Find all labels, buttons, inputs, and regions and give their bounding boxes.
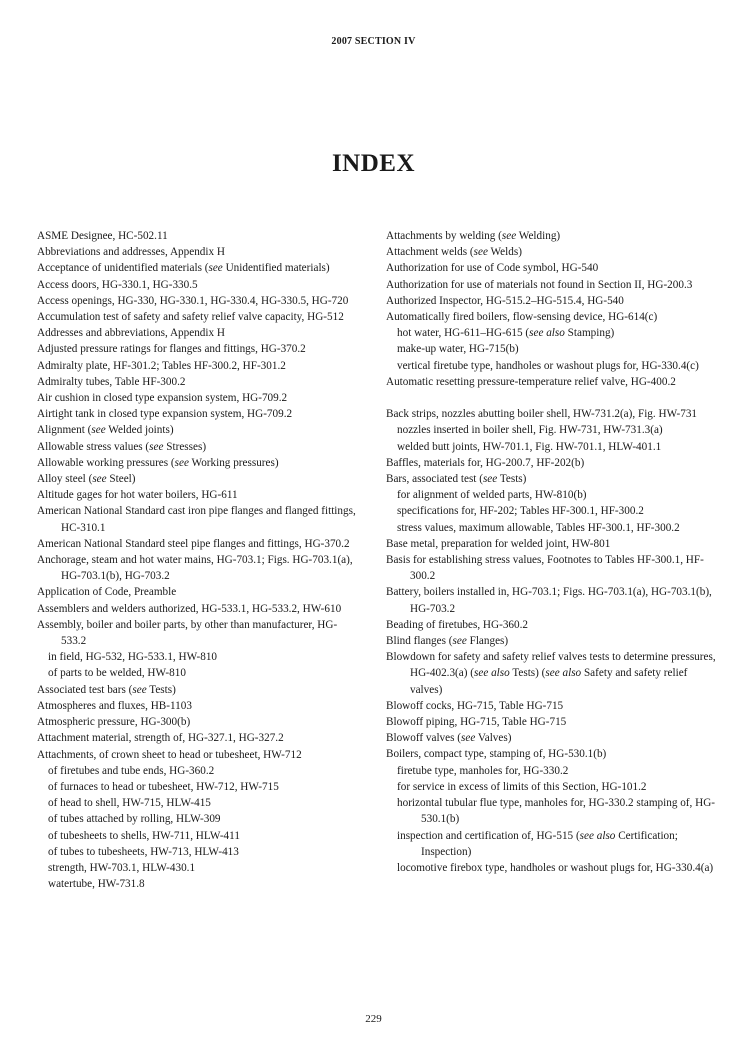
index-entry [37,714,362,730]
index-entry [386,244,716,260]
cross-reference-term: see [208,262,223,275]
entry-text: Working pressures) [188,456,279,469]
index-subentry [37,763,362,779]
index-entry [386,584,716,616]
entry-text: Blowoff cocks, HG-715, Table HG-715 [386,699,564,712]
index-entry [37,471,362,487]
entry-text: Authorization for use of Code symbol, HG-540 [386,262,599,275]
entry-text: Attachments by welding ( [386,230,502,242]
index-entry [37,309,362,325]
index-entry [37,390,362,406]
entry-text: Welded joints) [105,424,174,437]
index-subentry [37,876,362,892]
index-entry [37,406,362,422]
entry-text: Tests) [146,683,176,696]
index-subentry [386,358,716,374]
index-entry [386,633,716,649]
entry-text: Basis for establishing stress values, Footnotes to Tables HF-300.1, HF-300.2 [386,554,704,583]
index-entry [386,730,716,746]
entry-text: inspection and certification of, HG-515 ( [397,829,580,842]
entry-text: Access doors, HG-330.1, HG-330.5 [37,278,198,291]
index-entry [386,617,716,633]
entry-text: Atmospheres and fluxes, HB-1103 [37,699,192,712]
cross-reference-term: see [91,424,106,437]
cross-reference-term: see [461,732,476,745]
index-entry [386,746,716,762]
index-entry [37,455,362,471]
entry-text: hot water, HG-611–HG-615 ( [397,327,530,340]
index-entry [37,536,362,552]
index-entry [37,601,362,617]
entry-text: Abbreviations and addresses, Appendix H [37,246,225,259]
section-gap [386,390,716,406]
cross-reference-term: see also [529,327,565,340]
entry-text: Unidentified materials) [222,262,330,275]
cross-reference-term: see also [474,667,510,680]
entry-text: Adjusted pressure ratings for flanges and fittings, HG-370.2 [37,343,306,356]
cross-reference-term: see [482,473,498,486]
index-entry [37,244,362,260]
cross-reference-term: see [132,683,147,696]
index-column-right [386,228,716,876]
index-entry [386,293,716,309]
entry-text: Safety and safety relief valves) [410,667,688,696]
entry-text: Welding) [516,230,561,242]
entry-text: nozzles inserted in boiler shell, Fig. HW-731, HW-731.3(a) [397,424,663,437]
entry-text: Battery, boilers installed in, HG-703.1; Figs. HG-703.1(a), HG-703.1(b), HG-703.2 [386,586,712,615]
entry-text: Allowable working pressures ( [37,456,175,469]
index-entry [37,374,362,390]
index-entry [37,552,362,584]
index-entry [386,309,716,325]
entry-text: watertube, HW-731.8 [48,878,145,891]
entry-text: Beading of firetubes, HG-360.2 [386,618,528,631]
entry-text: Baffles, materials for, HG-200.7, HF-202(b) [386,456,585,469]
entry-text: locomotive firebox type, handholes or washout plugs for, HG-330.4(a) [397,861,714,874]
index-entry [37,584,362,600]
cross-reference-term: see [473,246,488,259]
index-entry [37,617,362,649]
entry-text: for alignment of welded parts, HW-810(b) [397,489,587,502]
entry-text: Attachment material, strength of, HG-327.1, HG-327.2 [37,732,284,745]
index-subentry [386,422,716,438]
index-entry [386,406,716,422]
index-subentry [37,795,362,811]
index-subentry [386,828,716,860]
index-entry [37,747,362,763]
cross-reference-term: see [174,456,189,469]
entry-text: of tubes attached by rolling, HLW-309 [48,813,221,826]
entry-text: Stamping) [564,327,615,340]
index-subentry [386,860,716,876]
entry-text: of firetubes and tube ends, HG-360.2 [48,764,215,777]
index-subentry [386,503,716,519]
cross-reference-term: see [92,473,107,486]
index-subentry [37,779,362,795]
running-header: 2007 SECTION IV [331,36,416,47]
entry-text: ASME Designee, HC-502.11 [37,230,168,242]
index-entry [37,228,362,244]
entry-text: Blowoff piping, HG-715, Table HG-715 [386,716,567,729]
entry-text: vertical firetube type, handholes or washout plugs for, HG-330.4(c) [397,359,699,372]
index-entry [386,552,716,584]
entry-text: Certification; Inspection) [421,829,678,858]
entry-text: of furnaces to head or tubesheet, HW-712, HW-715 [48,780,279,793]
entry-text: Addresses and abbreviations, Appendix H [37,327,225,340]
entry-text: Air cushion in closed type expansion system, HG-709.2 [37,392,288,405]
cross-reference-term: see [452,635,467,648]
index-entry [386,455,716,471]
entry-text: make-up water, HG-715(b) [397,343,519,356]
entry-text: Access openings, HG-330, HG-330.1, HG-330.4, HG-330.5, HG-720 [37,294,349,307]
entry-text: Stresses) [163,440,207,453]
entry-text: Alignment ( [37,424,92,437]
entry-text: Base metal, preparation for welded joint, HW-801 [386,537,611,550]
page-title: INDEX [331,150,416,177]
entry-text: American National Standard cast iron pipe flanges and flanged fittings, HC-310.1 [37,505,356,534]
entry-text: Tests) [497,473,527,486]
index-entry [37,422,362,438]
entry-text: Airtight tank in closed type expansion system, HG-709.2 [37,408,293,421]
index-subentry [386,487,716,503]
entry-text: specifications for, HF-202; Tables HF-300.1, HF-300.2 [397,505,644,518]
entry-text: Assemblers and welders authorized, HG-533.1, HG-533.2, HW-610 [37,602,342,615]
entry-text: of head to shell, HW-715, HLW-415 [48,797,211,810]
index-entry [37,682,362,698]
entry-text: Anchorage, steam and hot water mains, HG-703.1; Figs. HG-703.1(a), HG-703.1(b), HG-703.2 [37,554,353,583]
entry-text: Authorized Inspector, HG-515.2–HG-515.4, HG-540 [386,294,624,307]
entry-text: Automatically fired boilers, flow-sensing device, HG-614(c) [386,311,658,324]
entry-text: welded butt joints, HW-701.1, Fig. HW-701.1, HLW-401.1 [397,440,662,453]
entry-text: Authorization for use of materials not found in Section II, HG-200.3 [386,278,693,291]
entry-text: Admiralty tubes, Table HF-300.2 [37,375,186,388]
index-entry [386,471,716,487]
entry-text: Altitude gages for hot water boilers, HG-611 [37,489,238,502]
index-subentry [386,325,716,341]
index-entry [37,487,362,503]
entry-text: stress values, maximum allowable, Tables HF-300.1, HF-300.2 [397,521,680,534]
entry-text: Steel) [106,473,136,486]
entry-text: Back strips, nozzles abutting boiler shell, HW-731.2(a), Fig. HW-731 [386,408,698,421]
index-column-left [37,228,362,892]
entry-text: of tubes to tubesheets, HW-713, HLW-413 [48,845,239,858]
entry-text: Acceptance of unidentified materials ( [37,262,209,275]
index-entry [37,698,362,714]
entry-text: Atmospheric pressure, HG-300(b) [37,716,191,729]
index-entry [386,649,716,698]
cross-reference-term: see [149,440,164,453]
entry-text: Tests) ( [509,667,546,680]
entry-text: Boilers, compact type, stamping of, HG-530.1(b) [386,748,607,761]
index-subentry [37,649,362,665]
entry-text: in field, HG-532, HG-533.1, HW-810 [48,651,218,664]
index-subentry [386,795,716,827]
entry-text: for service in excess of limits of this Section, HG-101.2 [397,780,647,793]
entry-text: Assembly, boiler and boiler parts, by other than manufacturer, HG-533.2 [37,618,338,648]
index-entry [37,341,362,357]
entry-text: strength, HW-703.1, HLW-430.1 [48,861,196,874]
index-entry [386,714,716,730]
index-subentry [37,828,362,844]
entry-text: Application of Code, Preamble [37,586,177,599]
index-subentry [386,779,716,795]
entry-text: Blind flanges ( [386,635,453,648]
index-entry [386,228,716,244]
index-entry [37,325,362,341]
index-subentry [386,520,716,536]
index-subentry [37,665,362,681]
entry-text: Admiralty plate, HF-301.2; Tables HF-300.2, HF-301.2 [37,359,286,372]
index-subentry [37,811,362,827]
index-subentry [386,439,716,455]
index-entry [37,439,362,455]
entry-text: American National Standard steel pipe flanges and fittings, HG-370.2 [37,537,350,550]
index-subentry [386,763,716,779]
entry-text: Accumulation test of safety and safety relief valve capacity, HG-512 [37,311,344,324]
entry-text: of tubesheets to shells, HW-711, HLW-411 [48,829,240,842]
index-entry [37,260,362,276]
entry-text: of parts to be welded, HW-810 [48,667,186,680]
index-entry [37,730,362,746]
entry-text: Associated test bars ( [37,683,133,696]
entry-text: Attachment welds ( [386,246,474,259]
index-entry [386,260,716,276]
entry-text: firetube type, manholes for, HG-330.2 [397,764,569,777]
index-entry [386,698,716,714]
entry-text: Welds) [487,246,522,259]
index-entry [37,358,362,374]
cross-reference-term: see also [579,829,616,842]
page-number: 229 [365,1013,382,1025]
index-entry [37,277,362,293]
cross-reference-term: see [501,230,517,242]
entry-text: Alloy steel ( [37,473,93,486]
entry-text: horizontal tubular flue type, manholes for, HG-330.2 stamping of, HG-530.1(b) [397,797,716,826]
index-entry [37,293,362,309]
entry-text: Valves) [475,732,512,745]
cross-reference-term: see also [545,667,582,680]
entry-text: Allowable stress values ( [37,440,150,453]
index-entry [386,277,716,293]
index-subentry [386,341,716,357]
index-subentry [37,844,362,860]
entry-text: Automatic resetting pressure-temperature relief valve, HG-400.2 [386,375,676,388]
index-entry [37,503,362,535]
index-entry [386,536,716,552]
entry-text: Blowoff valves ( [386,732,461,745]
entry-text: Blowdown for safety and safety relief valves tests to determine pressures, HG-402.3(a) ( [386,651,716,680]
index-entry [386,374,716,390]
entry-text: Bars, associated test ( [386,473,483,486]
entry-text: Flanges) [466,635,509,648]
index-subentry [37,860,362,876]
entry-text: Attachments, of crown sheet to head or tubesheet, HW-712 [37,748,302,761]
